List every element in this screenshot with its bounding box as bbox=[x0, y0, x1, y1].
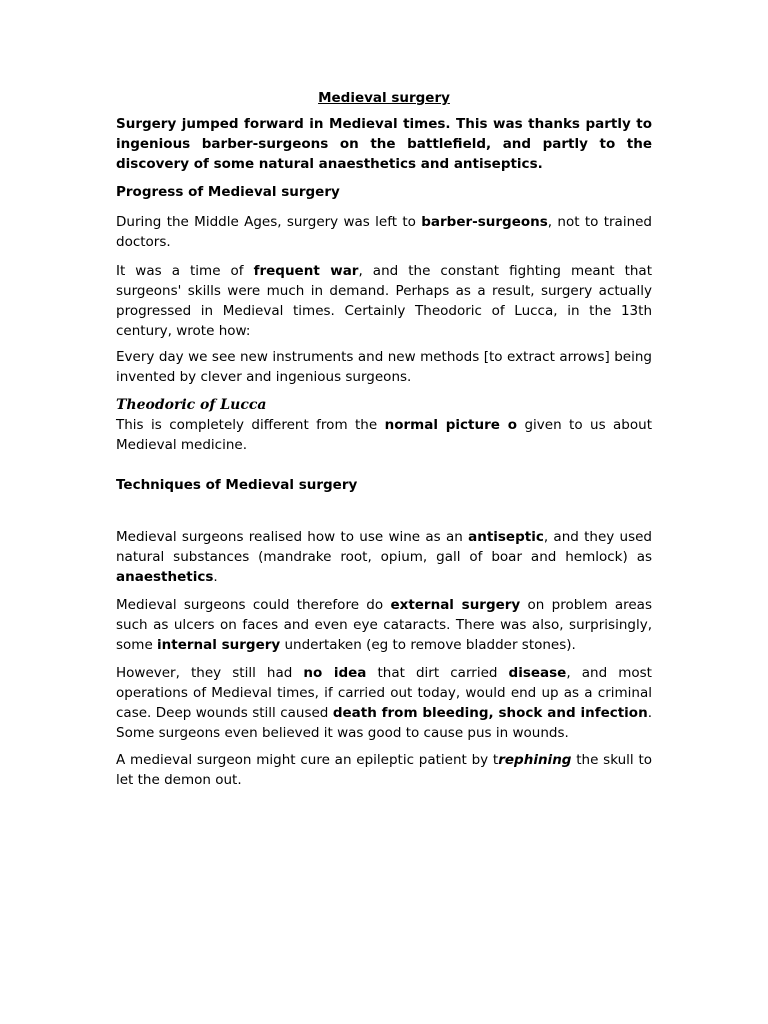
paragraph-normal-picture: This is completely different from the normal picture o given to us about Medieval medicine. bbox=[116, 417, 652, 453]
page-title: Medieval surgery bbox=[318, 90, 450, 106]
paragraph-no-idea: However, they still had no idea that dirt carried disease, and most operations of Medieval times, if carried out today, would end up as a criminal case. Deep wounds still caused death from bleeding, shock and infection. Some surgeons even believed it was good to cause pus in wounds. bbox=[116, 665, 652, 741]
paragraph-trephining: A medieval surgeon might cure an epileptic patient by trephining the skull to let the demon out. bbox=[116, 752, 653, 788]
intro-paragraph: Surgery jumped forward in Medieval times. This was thanks partly to ingenious barber-surgeons on the battlefield, and partly to the discovery of some natural anaesthetics and antiseptics. bbox=[116, 116, 652, 172]
section-heading-progress: Progress of Medieval surgery bbox=[116, 184, 340, 200]
paragraph-external-surgery: Medieval surgeons could therefore do external surgery on problem areas such as ulcers on faces and even eye cataracts. There was also, surprisingly, some internal surgery undertaken (eg to remove bladder stones). bbox=[116, 597, 652, 653]
paragraph-antiseptic: Medieval surgeons realised how to use wine as an antiseptic, and they used natural substances (mandrake root, opium, gall of boar and hemlock) as anaesthetics. bbox=[116, 529, 652, 585]
section-heading-techniques: Techniques of Medieval surgery bbox=[116, 477, 358, 493]
quote-citation: Theodoric of Lucca bbox=[116, 397, 267, 413]
quote-paragraph: Every day we see new instruments and new methods [to extract arrows] being invented by clever and ingenious surgeons. bbox=[116, 349, 652, 385]
document-page bbox=[116, 88, 652, 790]
paragraph-barber-surgeons: During the Middle Ages, surgery was left to barber-surgeons, not to trained doctors. bbox=[116, 214, 652, 250]
paragraph-frequent-war: It was a time of frequent war, and the constant fighting meant that surgeons' skills were much in demand. Perhaps as a result, surgery actually progressed in Medieval times. Certainly Theodoric of Lucca, in the 13th century, wrote how: bbox=[116, 263, 653, 339]
